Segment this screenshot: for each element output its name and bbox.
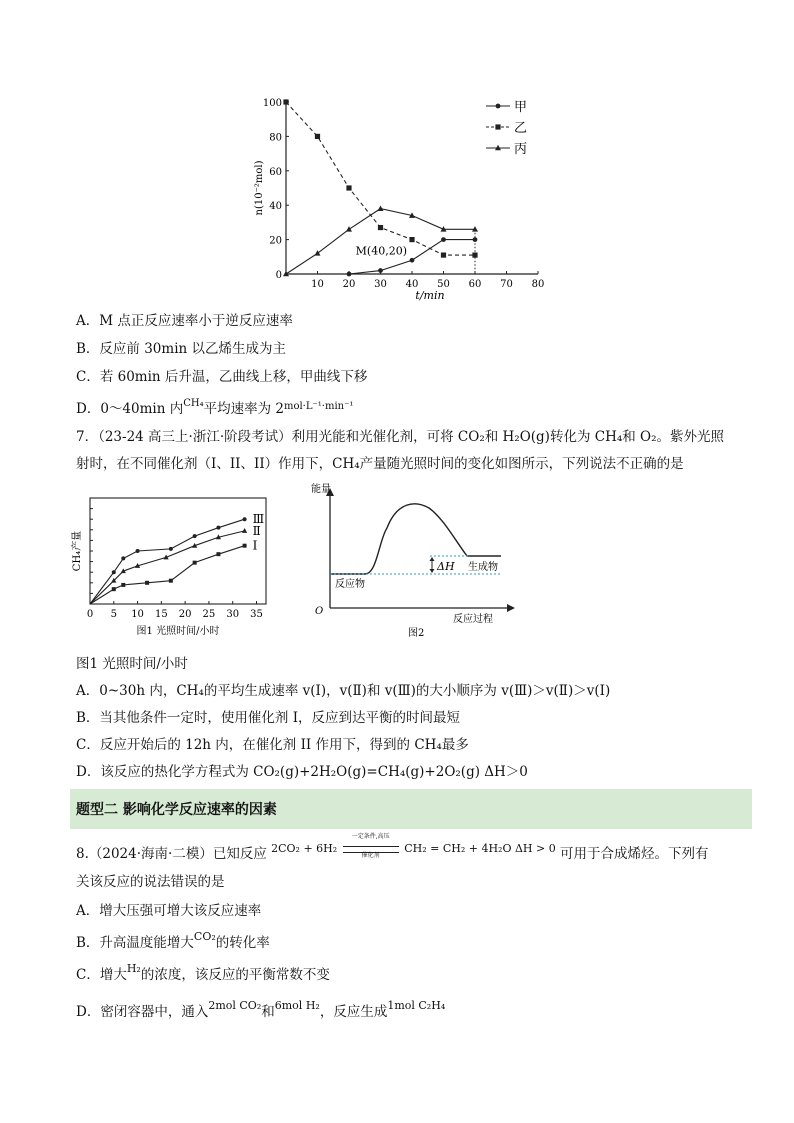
chart2-point: [193, 534, 197, 538]
section-title: 题型二 影响化学反应速率的因素: [76, 802, 277, 818]
chart2-point: [112, 570, 116, 574]
q8-option-b: [76, 930, 270, 953]
q8-option-d-co2: 2mol CO₂: [208, 999, 262, 1012]
chart1-y-tick-label: 80: [269, 132, 282, 144]
chart1-x-tick-label: 10: [311, 279, 324, 290]
chart2-x-tick-label: 20: [178, 609, 192, 620]
q6-option-a: A．M 点正反应速率小于逆反应速率: [76, 313, 293, 329]
q7-option-c: C．反应开始后的 12h 内，在催化剂 II 作用下，得到的 CH₄最多: [76, 737, 469, 753]
q8-option-c: [76, 962, 330, 985]
chart2-point: [216, 552, 220, 556]
q8-option-b-pre: B．升高温度能增大: [76, 935, 194, 951]
chart1-legend-label: 乙: [514, 121, 528, 136]
chart2-point: [216, 526, 220, 530]
chart1-y-tick-label: 60: [269, 166, 282, 178]
q6-option-d-species: CH₄: [183, 398, 204, 409]
energy-ylabel: 能量: [311, 484, 331, 495]
q6-option-d: [76, 400, 353, 420]
dh-label: ΔH: [437, 560, 455, 573]
product-label: 生成物: [468, 562, 498, 573]
chart1-x-tick-label: 50: [437, 279, 450, 290]
chart1-point: [346, 185, 351, 190]
reactant-label: 反应物: [335, 579, 365, 590]
chart2-x-tick-label: 35: [250, 609, 263, 620]
chart1-point: [283, 99, 288, 104]
dh-arrow-top: [430, 557, 435, 561]
chart2-y-label: CH₄产量: [72, 530, 83, 572]
chart2-x-tick-label: 15: [154, 609, 168, 620]
q8-stem-line2: 关该反应的说法错误的是: [76, 874, 225, 890]
chart2-series-label: Ⅰ: [252, 538, 258, 553]
q8-option-c-pre: C．增大: [76, 967, 127, 983]
chart2-point: [145, 581, 149, 585]
q7-stem-line2: 射时，在不同催化剂（I、II、II）作用下，CH₄产量随光照时间的变化如图所示，下列说法不正确的是: [76, 456, 684, 472]
chart1-x-tick-label: 40: [405, 279, 419, 290]
q8-option-d-and: 和: [261, 1004, 275, 1020]
chart1-point: [378, 268, 383, 273]
chart2-x-tick-label: 0: [86, 609, 94, 620]
figure2-caption: 图2: [408, 628, 425, 639]
chart2-point: [112, 587, 116, 591]
q7-figure-caption: 图1 光照时间/小时: [76, 656, 188, 672]
q6-option-d-unit: mol·L⁻¹·min⁻¹: [283, 401, 354, 412]
energy-axis-x-arrow: [507, 604, 515, 612]
chart2-series-label: Ⅱ: [252, 523, 261, 538]
chart2-point: [242, 528, 247, 533]
energy-xlabel: 反应过程: [453, 614, 493, 625]
chart2-series-line: [90, 546, 245, 604]
chart1-x-tick-label: 70: [500, 279, 513, 290]
q8-option-d-prod: 1mol C₂H₄: [387, 999, 446, 1012]
chart-ch4-yield: [70, 488, 275, 648]
energy-origin: O: [315, 606, 324, 617]
dh-arrow-bottom: [430, 569, 435, 573]
q8-cond-top: 一定条件,高压: [351, 833, 390, 840]
q8-eq-left: 2CO₂ + 6H₂: [271, 842, 338, 855]
section-header: [70, 789, 752, 829]
q7-option-d: D．该反应的热化学方程式为 CO₂(g)+2H₂O(g)=CH₄(g)+2O₂(g) ΔH＞0: [76, 764, 528, 780]
chart2-series-line: [90, 519, 245, 604]
chart2-series-line: [90, 531, 245, 604]
chart2-caption: 图1 光照时间/小时: [136, 626, 220, 637]
chart1-point: [378, 205, 384, 211]
q8-option-d-h2: 6mol H₂: [274, 999, 320, 1012]
chart1-point: [410, 258, 415, 263]
chart2-x-tick-label: 30: [226, 609, 240, 620]
q6-option-d-mid: 平均速率为 2: [203, 401, 284, 417]
chart1-x-tick-label: 30: [374, 279, 387, 290]
q8-eq-right: CH₂ = CH₂ + 4H₂O ΔH > 0: [404, 842, 556, 855]
chart1-point: [472, 252, 477, 257]
q6-option-c: C．若 60min 后升温，乙曲线上移，甲曲线下移: [76, 369, 368, 385]
chart1-point: [347, 272, 352, 277]
chart1-legend-label: 丙: [514, 142, 528, 157]
chart1-x-label: t/min: [415, 289, 445, 302]
q8-option-d: [76, 999, 446, 1022]
chart1-x-tick-label: 20: [342, 279, 356, 290]
chart1-point: [378, 225, 383, 230]
chart1-annotation-m: M(40,20): [355, 244, 407, 258]
q8-option-c-post: 的浓度，该反应的平衡常数不变: [140, 967, 330, 983]
chart1-x-tick-label: 60: [468, 279, 482, 290]
q8-eq-condition: [341, 833, 401, 859]
chart1-legend-label: 甲: [514, 100, 528, 115]
chart1-point: [409, 237, 414, 242]
chart2-x-tick-label: 25: [202, 609, 216, 620]
q8-pre: 8.（2024·海南·二模）已知反应: [76, 846, 267, 862]
chart2-point: [243, 544, 247, 548]
q8-option-d-mid: ，反应生成: [319, 1004, 388, 1020]
chart1-y-tick-label: 100: [262, 98, 282, 109]
chart-n-vs-time: [250, 88, 550, 304]
q8-post: 可用于合成烯烃。下列有: [560, 846, 709, 862]
chart1-y-tick-label: 0: [275, 270, 282, 281]
q8-equation: [271, 833, 556, 859]
chart2-point: [193, 561, 197, 565]
chart1-point: [441, 237, 446, 242]
chart2-series-label: Ⅲ: [252, 512, 265, 527]
q6-option-b: B．反应前 30min 以乙烯生成为主: [76, 341, 286, 357]
chart1-point: [441, 252, 446, 257]
chart2-x-tick-label: 5: [110, 609, 117, 620]
chart1-point: [315, 134, 320, 139]
chart1-y-tick-label: 40: [269, 201, 282, 213]
q8-option-d-pre: D．密闭容器中，通入: [76, 1004, 209, 1020]
chart1-point: [473, 237, 478, 242]
chart2-point: [121, 556, 125, 560]
q7-stem-line1: 7．（23-24 高三上·浙江·阶段考试）利用光能和光催化剂，可将 CO₂和 H₂O(g)转化为 CH₄和 O₂。紫外光照: [76, 429, 725, 445]
chart1-point: [315, 250, 321, 256]
q7-option-a: A．0~30h 内，CH₄的平均生成速率 v(Ⅰ)，v(Ⅱ)和 v(Ⅲ)的大小顺序为 v(Ⅲ)＞v(Ⅱ)＞v(Ⅰ): [76, 683, 611, 699]
q7-option-b: B．当其他条件一定时，使用催化剂 I，反应到达平衡的时间最短: [76, 710, 461, 726]
chart2-x-tick-label: 10: [131, 609, 144, 620]
q8-option-a: A．增大压强可增大该反应速率: [76, 903, 262, 919]
q8-option-b-post: 的转化率: [215, 935, 270, 951]
chart1-legend-marker: [495, 124, 500, 129]
q8-stem-line1: [76, 833, 709, 864]
chart1-x-tick-label: 80: [531, 279, 545, 290]
chart1-y-tick-label: 20: [269, 235, 282, 247]
chart1-series-line: [286, 209, 475, 274]
chart2-point: [136, 549, 140, 553]
q8-option-b-species: CO₂: [193, 930, 216, 943]
chart2-point: [169, 579, 173, 583]
chart1-point: [346, 226, 352, 232]
chart2-point: [169, 547, 173, 551]
q8-option-c-species: H₂: [126, 962, 141, 975]
chart2-point: [121, 583, 125, 587]
chart2-point: [243, 517, 247, 521]
chart1-legend-marker: [496, 104, 501, 109]
q6-option-d-pre: D．0～40min 内: [76, 401, 184, 417]
chart1-series-line: [286, 102, 475, 255]
chart1-y-label: n(10⁻²mol): [254, 160, 265, 216]
q8-cond-bottom: 催化剂: [361, 852, 380, 859]
energy-diagram: [305, 480, 520, 645]
